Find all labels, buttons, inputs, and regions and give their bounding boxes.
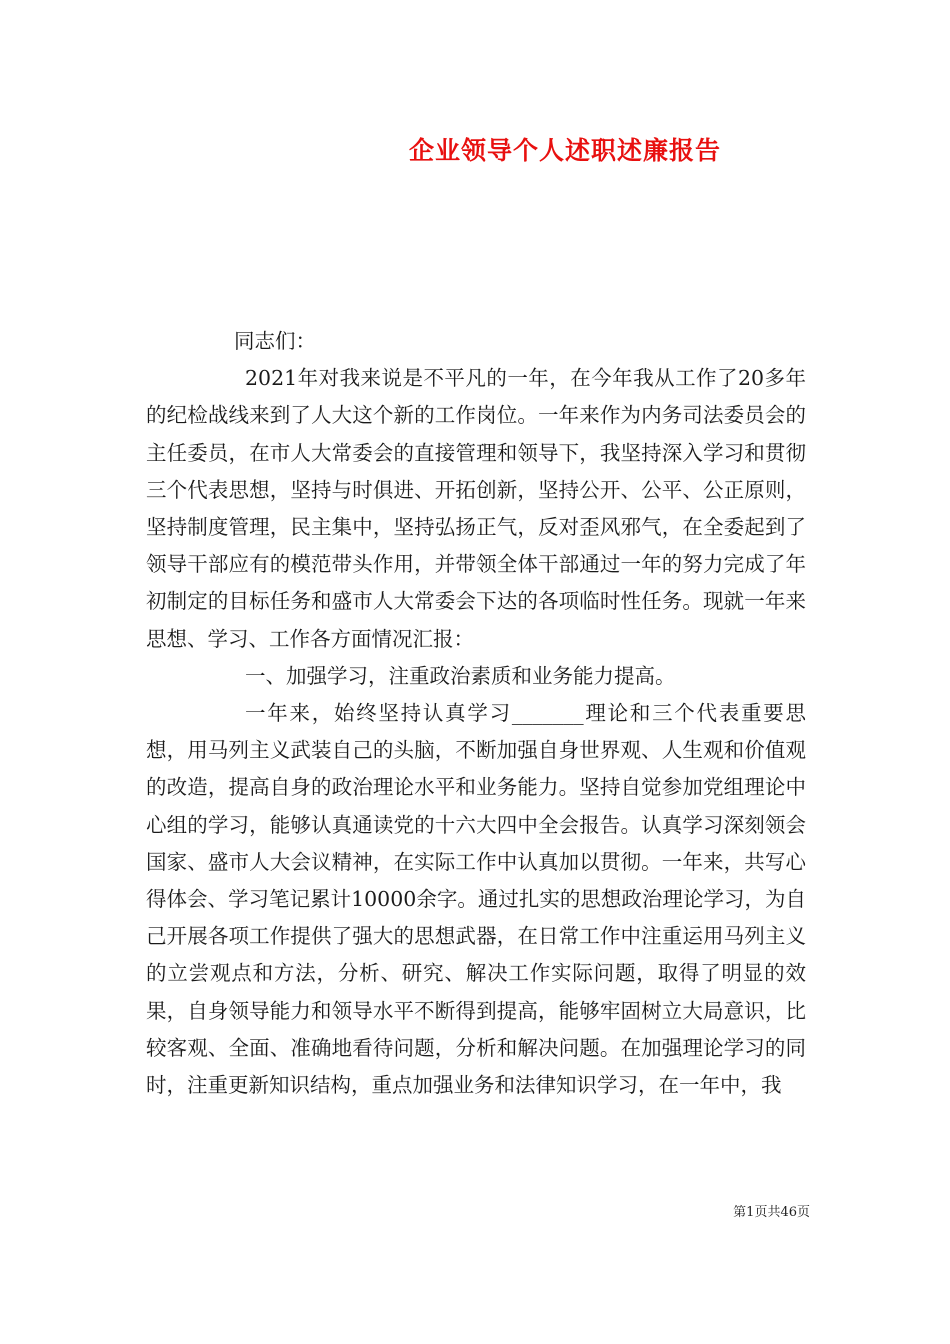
page-number: 第1页共46页: [733, 1205, 810, 1220]
section-paragraph: 一年来，始终坚持认真学习_______理论和三个代表重要思想，用马列主义武装自己的头脑，不断加强自身世界观、人生观和价值观的改造，提高自身的政治理论水平和业务能力。坚持自觉参加党组理论中心组的学习，能够认真通读党的十六大四中全会报告。认真学习深刻领会国家、盛市人大会议精神，在实际工作中认真加以贯彻。一年来，共写心得体会、学习笔记累计10000余字。通过扎实的思想政治理论学习，为自己开展各项工作提供了强大的思想武器，在日常工作中注重运用马列主义的立尝观点和方法，分析、研究、解决工作实际问题，取得了明显的效果，自身领导能力和领导水平不断得到提高，能够牢固树立大局意识，比较客观、全面、准确地看待问题，分析和解决问题。在加强理论学习的同时，注重更新知识结构，重点加强业务和法律知识学习，在一年中，我: [146, 701, 806, 1098]
section-heading: 一、加强学习，注重政治素质和业务能力提高。: [245, 663, 676, 688]
intro-paragraph: 2021年对我来说是不平凡的一年，在今年我从工作了20多年的纪检战线来到了人大这个新的工作岗位。一年来作为内务司法委员会的主任委员，在市人大常委会的直接管理和领导下，我坚持深入学习和贯彻三个代表思想，坚持与时俱进、开拓创新，坚持公开、公平、公正原则，坚持制度管理，民主集中，坚持弘扬正气，反对歪风邪气，在全委起到了领导干部应有的模范带头作用，并带领全体干部通过一年的努力完成了年初制定的目标任务和盛市人大常委会下达的各项临时性任务。现就一年来思想、学习、工作各方面情况汇报：: [146, 366, 806, 651]
document-body: [146, 323, 806, 1104]
salutation: 同志们：: [234, 329, 316, 353]
document-title: 企业领导个人述职述廉报告: [408, 136, 721, 165]
